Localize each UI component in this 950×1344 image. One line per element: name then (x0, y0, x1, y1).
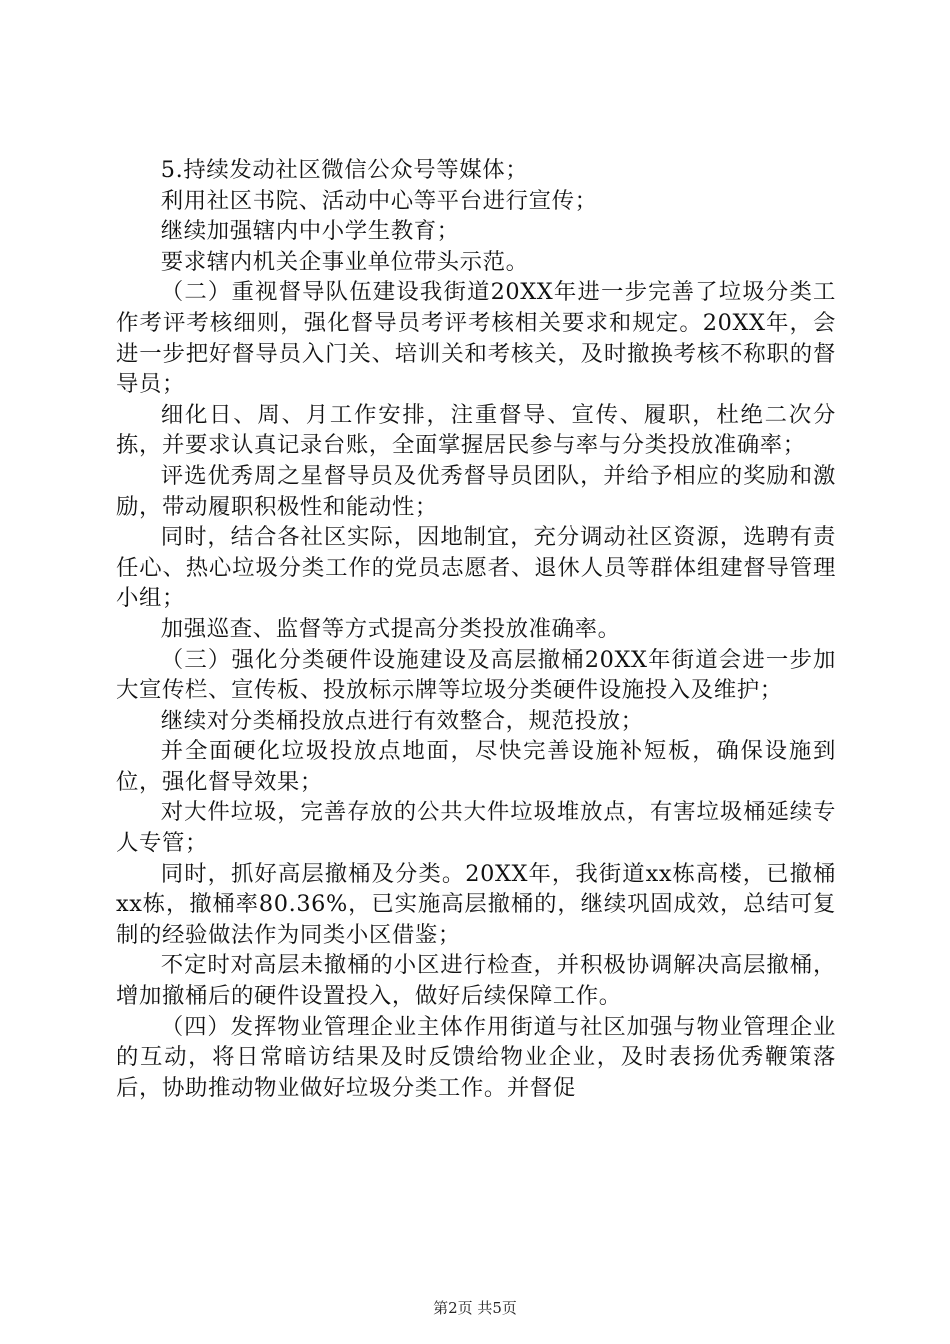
paragraph: 对大件垃圾，完善存放的公共大件垃圾堆放点，有害垃圾桶延续专人专管； (116, 799, 836, 857)
section-two-paragraph: （二）重视督导队伍建设我街道20XX年进一步完善了垃圾分类工作考评考核细则，强化督导员考评考核相关要求和规定。20XX年，会进一步把好督导员入门关、培训关和考核关，及时撤换考核不称职的督导员； (116, 279, 836, 398)
paragraph: 不定时对高层未撤桶的小区进行检查，并积极协调解决高层撤桶，增加撤桶后的硬件设置投入，做好后续保障工作。 (116, 952, 836, 1010)
paragraph: 要求辖内机关企事业单位带头示范。 (160, 248, 529, 275)
paragraph: 利用社区书院、活动中心等平台进行宣传； (160, 187, 598, 214)
paragraph: 加强巡查、监督等方式提高分类投放准确率。 (160, 615, 621, 642)
paragraph: 同时，结合各社区实际，因地制宜，充分调动社区资源，选聘有责任心、热心垃圾分类工作的党员志愿者、退休人员等群体组建督导管理小组； (116, 524, 836, 612)
paragraph: 评选优秀周之星督导员及优秀督导员团队，并给予相应的奖励和激励，带动履职积极性和能动性； (116, 462, 836, 520)
section-three-paragraph: （三）强化分类硬件设施建设及高层撤桶20XX年街道会进一步加大宣传栏、宣传板、投放标示牌等垃圾分类硬件设施投入及维护； (116, 646, 836, 704)
section-four-paragraph: （四）发挥物业管理企业主体作用街道与社区加强与物业管理企业的互动，将日常暗访结果及时反馈给物业企业，及时表扬优秀鞭策落后，协助推动物业做好垃圾分类工作。并督促 (116, 1013, 836, 1101)
paragraph: 5.持续发动社区微信公众号等媒体； (160, 157, 529, 183)
paragraph: 细化日、周、月工作安排，注重督导、宣传、履职，杜绝二次分拣，并要求认真记录台账，全面掌握居民参与率与分类投放准确率； (116, 401, 836, 459)
paragraph: 并全面硬化垃圾投放点地面，尽快完善设施补短板，确保设施到位，强化督导效果； (116, 738, 836, 795)
paragraph: 同时，抓好高层撤桶及分类。20XX年，我街道xx栋高楼，已撤桶xx栋，撤桶率80.36%，已实施高层撤桶的，继续巩固成效，总结可复制的经验做法作为同类小区借鉴； (116, 860, 836, 948)
paragraph: 继续加强辖内中小学生教育； (160, 218, 460, 245)
document-body (116, 155, 836, 1103)
page-number-footer: 第2页 共5页 (433, 1299, 517, 1317)
paragraph: 继续对分类桶投放点进行有效整合，规范投放； (160, 707, 644, 734)
